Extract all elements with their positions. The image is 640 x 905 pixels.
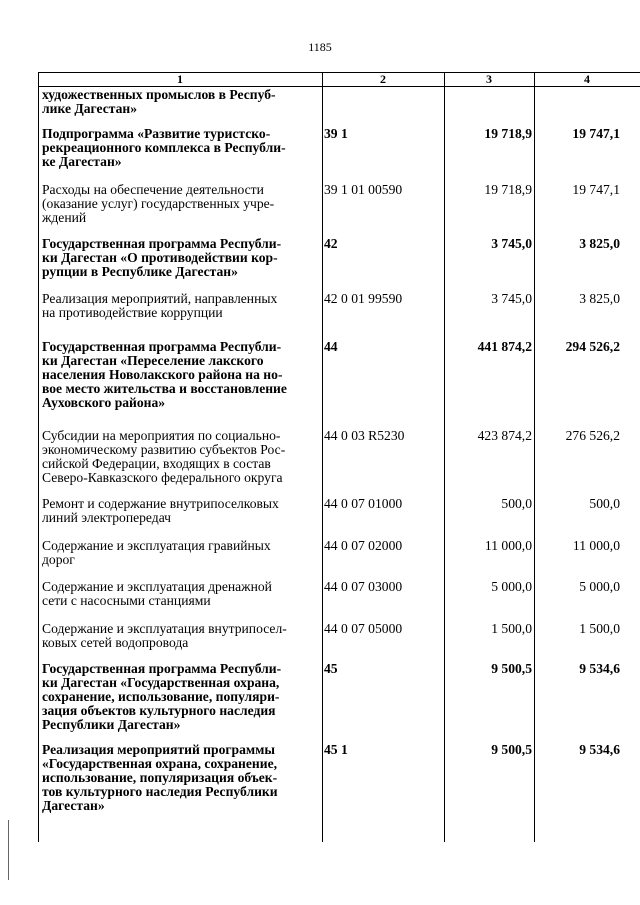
row-value-2019: 3 745,0 — [491, 291, 532, 306]
row-value-2020: 500,0 — [589, 496, 620, 511]
row-name: Государственная программа Республи- ки Дагестан «Государственная охрана, сохранение, использование, популяри- зация объектов культурного наследия Республики Дагестан» — [42, 661, 282, 732]
row-code: 45 1 — [324, 742, 348, 757]
row-code: 44 0 07 01000 — [324, 496, 403, 511]
row-name: Ремонт и содержание внутрипоселковых линий электропередач — [42, 496, 279, 525]
row-code: 39 1 01 00590 — [324, 182, 403, 197]
budget-table — [38, 72, 640, 842]
row-value-2020: 9 534,6 — [579, 661, 620, 676]
row-value-2019: 500,0 — [501, 496, 532, 511]
row-name: Подпрограмма «Развитие туристско- рекреационного комплекса в Республи- ке Дагестан» — [42, 126, 286, 169]
row-name: Государственная программа Республи- ки Дагестан «Переселение лакского населения Новолакского района на но- вое место жительства и восстановление Ауховского района» — [42, 339, 287, 410]
row-code: 44 0 07 03000 — [324, 579, 403, 594]
row-code: 42 0 01 99590 — [324, 291, 403, 306]
row-name: художественных промыслов в Респуб- лике Дагестан» — [42, 87, 276, 116]
row-code: 42 — [324, 236, 338, 251]
column-divider — [444, 72, 445, 842]
row-code: 44 0 07 02000 — [324, 538, 403, 553]
row-value-2020: 19 747,1 — [572, 126, 620, 141]
row-code: 44 0 03 R5230 — [324, 428, 405, 443]
row-code: 45 — [324, 661, 338, 676]
row-name: Субсидии на мероприятия по социально- экономическому развитию субъектов Рос- сийской Федерации, входящих в состав Северо-Кавказского федерального округа — [42, 428, 286, 485]
row-value-2019: 441 874,2 — [477, 339, 532, 354]
row-value-2019: 19 718,9 — [484, 182, 532, 197]
column-divider — [534, 72, 535, 842]
column-divider — [322, 72, 323, 842]
row-value-2019: 423 874,2 — [477, 428, 532, 443]
row-value-2019: 9 500,5 — [491, 661, 532, 676]
column-header-3: 3 — [486, 72, 492, 86]
row-value-2020: 9 534,6 — [579, 742, 620, 757]
row-value-2020: 11 000,0 — [572, 538, 620, 553]
row-value-2019: 1 500,0 — [491, 621, 532, 636]
column-header-2: 2 — [380, 72, 386, 86]
row-value-2019: 5 000,0 — [491, 579, 532, 594]
row-value-2020: 3 825,0 — [579, 236, 620, 251]
row-value-2019: 9 500,5 — [491, 742, 532, 757]
page-number: 1185 — [308, 40, 332, 54]
row-name: Содержание и эксплуатация гравийных дорог — [42, 538, 271, 567]
row-name: Реализация мероприятий, направленных на противодействие коррупции — [42, 291, 278, 320]
row-name: Расходы на обеспечение деятельности (оказание услуг) государственных учре- ждений — [42, 182, 275, 225]
row-value-2020: 1 500,0 — [579, 621, 620, 636]
row-value-2020: 3 825,0 — [579, 291, 620, 306]
row-value-2020: 5 000,0 — [579, 579, 620, 594]
row-name: Содержание и эксплуатация дренажной сети с насосными станциями — [42, 579, 272, 608]
row-code: 39 1 — [324, 126, 348, 141]
row-value-2020: 19 747,1 — [572, 182, 620, 197]
row-name: Государственная программа Республи- ки Дагестан «О противодействии кор- рупции в Республике Дагестан» — [42, 236, 282, 279]
row-value-2020: 276 526,2 — [565, 428, 620, 443]
scan-edge-mark — [8, 820, 9, 880]
row-code: 44 0 07 05000 — [324, 621, 403, 636]
row-code: 44 — [324, 339, 338, 354]
row-name: Содержание и эксплуатация внутрипосел- ковых сетей водопровода — [42, 621, 287, 650]
column-header-4: 4 — [584, 72, 590, 86]
row-value-2019: 19 718,9 — [484, 126, 532, 141]
row-value-2019: 3 745,0 — [491, 236, 532, 251]
row-name: Реализация мероприятий программы «Государственная охрана, сохранение, использование, популяризация объек- тов культурного наследия Республики Дагестан» — [42, 742, 278, 813]
table-border-left — [38, 72, 39, 842]
row-value-2020: 294 526,2 — [565, 339, 620, 354]
column-header-1: 1 — [177, 72, 183, 86]
row-value-2019: 11 000,0 — [484, 538, 532, 553]
